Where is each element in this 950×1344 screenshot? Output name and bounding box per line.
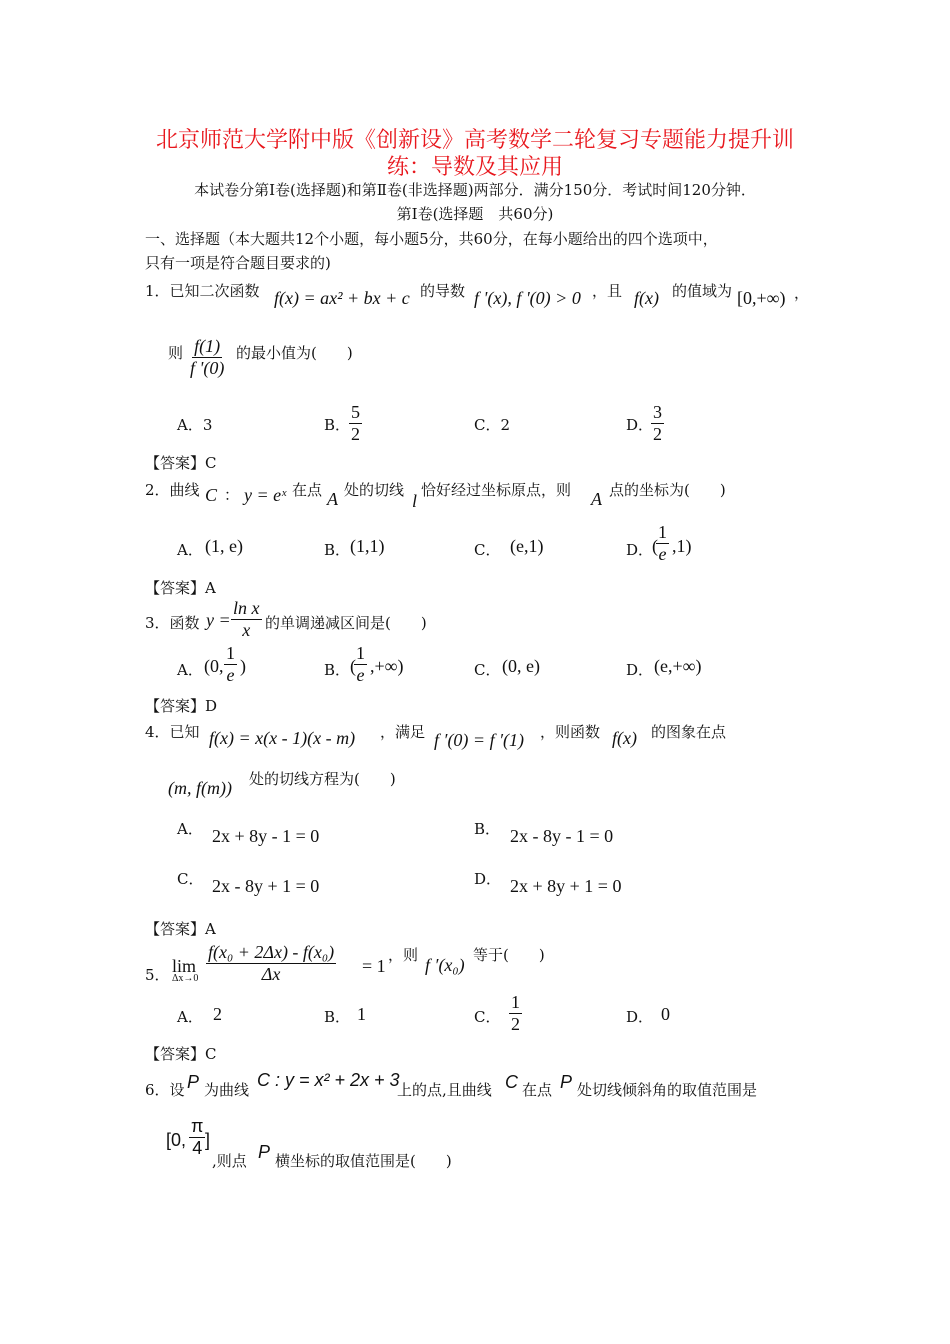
- q2-option-d-label: D．: [626, 541, 654, 559]
- q5-fraction-num: f(x₀ + 2Δx) - f(x₀): [208, 942, 335, 962]
- q1-text-3: 的值域为: [672, 282, 733, 300]
- q1-option-d-num: 3: [653, 402, 662, 422]
- q2-line-l: l: [412, 491, 418, 511]
- q3-option-b-open: (: [350, 656, 356, 676]
- q1-fx: f(x): [634, 288, 659, 308]
- q5-fraction: [206, 942, 336, 985]
- q5-text-1: ，则: [388, 946, 419, 964]
- q2-option-d-den: e: [658, 544, 667, 564]
- q2-text-1: 在点: [292, 481, 323, 499]
- q6-point-p: P: [187, 1072, 200, 1092]
- q1-option-a: A．3: [177, 416, 213, 434]
- q4-option-c-label: C．: [177, 870, 204, 888]
- q5-option-d-value: 0: [661, 1004, 670, 1024]
- q6-curve-c: C: [505, 1072, 518, 1092]
- q6-range-fraction: [189, 1116, 205, 1159]
- q2-option-d-open: (: [652, 536, 658, 556]
- q3-option-d-label: D．: [626, 661, 654, 679]
- q5-option-c-den: 2: [511, 1014, 520, 1034]
- q1-number: 1．已知二次函数: [145, 282, 260, 300]
- q5-fraction-den: Δx: [261, 964, 281, 984]
- q1-option-d-den: 2: [653, 424, 662, 444]
- part1-heading: 第Ⅰ卷(选择题 共60分): [396, 205, 554, 223]
- q5-text-2: 等于( ): [473, 946, 545, 964]
- q5-option-b-label: B．: [324, 1008, 351, 1026]
- q2-text-4: 点的坐标为( ): [609, 481, 726, 499]
- q5-option-c-num: 1: [511, 992, 520, 1012]
- q1-option-c: C．2: [474, 416, 511, 434]
- q4-answer: 【答案】A: [145, 920, 216, 938]
- q1-text-5: 的最小值为( ): [236, 344, 353, 362]
- q6-range-num: π: [191, 1116, 204, 1136]
- q6-point-p-2: P: [560, 1072, 573, 1092]
- q2-option-a-label: A．: [177, 541, 203, 559]
- q1-answer: 【答案】C: [145, 454, 217, 472]
- q5-lim-sub: Δx→0: [172, 973, 199, 984]
- q6-text-2: 上的点,且曲线: [397, 1081, 492, 1099]
- q3-option-b-num: 1: [356, 643, 365, 663]
- q4-option-c-value: 2x - 8y + 1 = 0: [212, 876, 320, 896]
- q2-number: 2．曲线: [145, 481, 200, 499]
- q5-option-a-label: A．: [177, 1008, 203, 1026]
- q5-derivative: f ′(x₀): [425, 955, 465, 975]
- q5-equals: = 1: [362, 956, 386, 976]
- q5-lim: lim: [172, 956, 197, 976]
- q2-option-d-close: ,1): [672, 536, 692, 556]
- section-heading-2: 只有一项是符合题目要求的): [145, 254, 331, 272]
- q5-number: 5．: [145, 966, 170, 984]
- q3-number: 3．函数: [145, 614, 200, 632]
- intro-text: 本试卷分第Ⅰ卷(选择题)和第Ⅱ卷(非选择题)两部分．满分150分．考试时间120分钟．: [194, 181, 756, 199]
- q4-condition: f ′(0) = f ′(1): [434, 730, 524, 750]
- q4-option-b-value: 2x - 8y - 1 = 0: [510, 826, 614, 846]
- q3-answer: 【答案】D: [145, 697, 218, 715]
- q6-range-close: ]: [205, 1130, 211, 1150]
- q6-text-5: ,则点: [212, 1152, 247, 1170]
- q1-derivative: f '(x), f '(0) > 0: [474, 288, 581, 308]
- title-line-1: 北京师范大学附中版《创新设》高考数学二轮复习专题能力提升训: [155, 128, 794, 153]
- q3-option-b-den: e: [356, 665, 365, 685]
- q3-option-a-num: 1: [226, 643, 235, 663]
- q2-option-b-value: (1,1): [350, 536, 385, 556]
- q3-option-a-open: (0,: [204, 656, 224, 676]
- q1-text-4: ，: [794, 284, 810, 302]
- q4-option-a-label: A．: [177, 820, 203, 838]
- q5-option-d-label: D．: [626, 1008, 654, 1026]
- q6-number: 6．设: [145, 1081, 185, 1099]
- q4-text-4: 处的切线方程为( ): [249, 770, 396, 788]
- q3-option-b-fraction: [354, 643, 367, 686]
- q1-range: [0,+∞): [737, 288, 786, 308]
- q3-text-1: 的单调递减区间是( ): [265, 614, 427, 632]
- q3-y: y =: [206, 610, 231, 630]
- q3-option-c-value: (0, e): [502, 656, 540, 676]
- q3-fraction-den: x: [242, 620, 251, 640]
- q2-curve-c: C: [205, 485, 218, 505]
- q1-fraction-denominator: f '(0): [190, 358, 225, 378]
- q5-option-a-value: 2: [213, 1004, 222, 1024]
- q3-option-b-close: ,+∞): [370, 656, 404, 676]
- q3-option-c-label: C．: [474, 661, 501, 679]
- q1-fraction: [188, 336, 226, 379]
- q4-number: 4．已知: [145, 723, 200, 741]
- q6-range-open: [0,: [166, 1130, 187, 1150]
- q4-option-b-label: B．: [474, 820, 501, 838]
- q1-text-2: ，且: [592, 282, 623, 300]
- q2-option-b-label: B．: [324, 541, 351, 559]
- q4-text-1: ，满足: [380, 723, 426, 741]
- q3-option-b-label: B．: [324, 661, 351, 679]
- q3-option-a-close: ): [240, 656, 246, 676]
- section-heading-1: 一、选择题（本大题共12个小题，每小题5分，共60分，在每小题给出的四个选项中，: [145, 230, 718, 248]
- q1-option-d-label: D．: [626, 416, 654, 434]
- q2-answer: 【答案】A: [145, 579, 216, 597]
- q4-option-d-value: 2x + 8y + 1 = 0: [510, 876, 622, 896]
- q4-function: f(x) = x(x - 1)(x - m): [209, 728, 356, 748]
- q3-option-a-label: A．: [177, 661, 203, 679]
- q2-colon: ：: [224, 486, 240, 504]
- q3-option-a-den: e: [226, 665, 235, 685]
- q2-option-c-value: (e,1): [510, 536, 544, 556]
- q5-option-c-fraction: [509, 992, 522, 1035]
- q4-option-d-label: D．: [474, 870, 502, 888]
- q1-then: 则: [168, 344, 184, 362]
- q4-text-3: 的图象在点: [651, 723, 727, 741]
- q6-range-den: 4: [192, 1138, 203, 1158]
- q1-option-b-fraction: [349, 402, 362, 445]
- q6-text-4: 处切线倾斜角的取值范围是: [577, 1081, 758, 1099]
- q2-text-2: 处的切线: [344, 481, 405, 499]
- title-line-2: 练：导数及其应用: [386, 155, 563, 180]
- q4-point: (m, f(m)): [168, 778, 232, 798]
- q6-point-p-3: P: [258, 1142, 271, 1162]
- q6-text-3: 在点: [522, 1081, 553, 1099]
- q6-curve: C : y = x² + 2x + 3: [257, 1070, 400, 1090]
- q2-option-d-num: 1: [658, 522, 667, 542]
- q5-answer: 【答案】C: [145, 1045, 217, 1063]
- q2-option-c-label: C．: [474, 541, 501, 559]
- q2-equation: y = eˣ: [244, 485, 287, 505]
- q2-option-d-fraction: [656, 522, 669, 565]
- q4-text-2: ，则函数: [540, 723, 601, 741]
- q1-option-b-den: 2: [351, 424, 360, 444]
- q1-option-b-label: B．: [324, 416, 351, 434]
- q6-text-6: 横坐标的取值范围是( ): [275, 1152, 452, 1170]
- q2-point-a-2: A: [591, 489, 602, 509]
- q4-fx: f(x): [612, 728, 637, 748]
- q1-function: f(x) = ax² + bx + c: [274, 288, 410, 308]
- q3-fraction-num: ln x: [233, 598, 260, 618]
- q2-option-a-value: (1, e): [205, 536, 243, 556]
- q1-option-b-num: 5: [351, 402, 360, 422]
- q1-fraction-numerator: f(1): [194, 336, 221, 356]
- q1-text-1: 的导数: [420, 282, 466, 300]
- q5-option-c-label: C．: [474, 1008, 501, 1026]
- q5-option-b-value: 1: [357, 1004, 366, 1024]
- q3-fraction: [231, 598, 262, 641]
- q4-option-a-value: 2x + 8y - 1 = 0: [212, 826, 320, 846]
- q6-text-1: 为曲线: [204, 1081, 250, 1099]
- q2-point-a: A: [327, 489, 338, 509]
- q2-text-3: 恰好经过坐标原点，则: [421, 481, 572, 499]
- q3-option-d-value: (e,+∞): [654, 656, 702, 676]
- q1-option-d-fraction: [651, 402, 664, 445]
- q3-option-a-fraction: [224, 643, 237, 686]
